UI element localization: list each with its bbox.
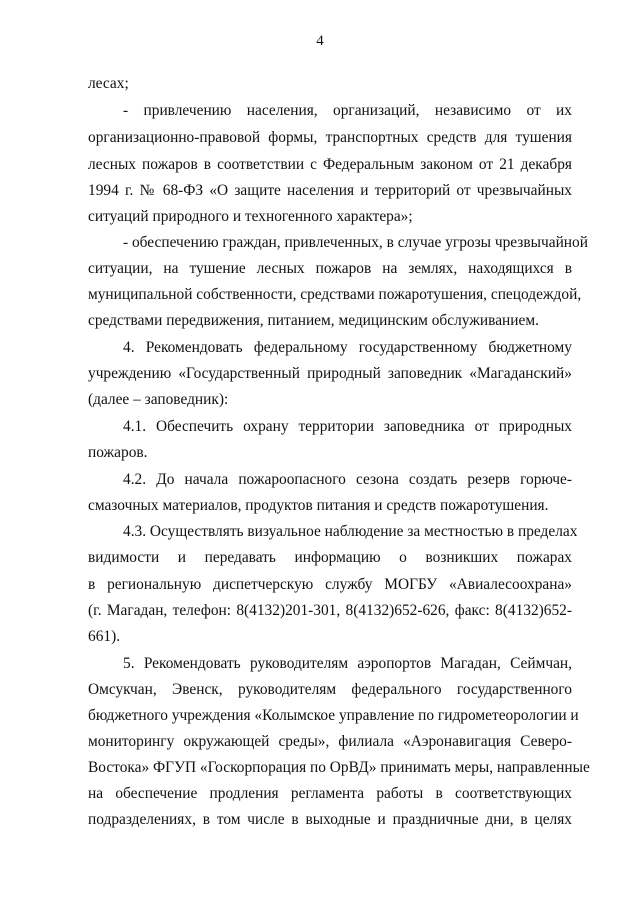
text-line: видимости и передавать информацию о возникших пожарах [88, 549, 572, 566]
text-line: 4. Рекомендовать федеральному государственному бюджетному [123, 339, 572, 356]
text-line: 4.2. До начала пожароопасного сезона создать резерв горюче- [123, 471, 572, 488]
text-line: пожаров. [88, 444, 148, 461]
text-line: в региональную диспетчерскую службу МОГБУ «Авиалесоохрана» [88, 576, 572, 593]
text-line: Востока» ФГУП «Госкорпорация по ОрВД» принимать меры, направленные [88, 759, 590, 776]
text-line: 661). [88, 628, 121, 645]
text-line: смазочных материалов, продуктов питания и средств пожаротушения. [88, 497, 549, 514]
text-line: учреждению «Государственный природный заповедник «Магаданский» [88, 365, 572, 382]
text-line: лесных пожаров в соответствии с Федеральным законом от 21 декабря [88, 156, 572, 173]
text-line: муниципальной собственности, средствами пожаротушения, спецодеждой, [88, 286, 582, 303]
text-line: лесах; [88, 75, 129, 92]
text-line: 5. Рекомендовать руководителям аэропортов Магадан, Сеймчан, [123, 655, 572, 672]
page-number: 4 [316, 33, 324, 49]
text-line: 4.1. Обеспечить охрану территории заповедника от природных [123, 418, 572, 435]
text-line: ситуаций природного и техногенного характера»; [88, 208, 413, 225]
text-line: подразделениях, в том числе в выходные и праздничные дни, в целях [88, 811, 572, 828]
text-line: организационно-правовой формы, транспортных средств для тушения [88, 129, 572, 146]
text-line: ситуации, на тушение лесных пожаров на землях, находящихся в [88, 260, 572, 277]
text-line: Омсукчан, Эвенск, руководителям федерального государственного [88, 681, 572, 698]
text-line: 4.3. Осуществлять визуальное наблюдение за местностью в пределах [123, 523, 578, 540]
text-line: (далее – заповедник): [88, 391, 229, 408]
text-line: (г. Магадан, телефон: 8(4132)201-301, 8(4132)652-626, факс: 8(4132)652- [88, 602, 572, 619]
text-line: средствами передвижения, питанием, медицинским обслуживанием. [88, 312, 539, 329]
text-line: - обеспечению граждан, привлеченных, в случае угрозы чрезвычайной [123, 234, 588, 251]
text-line: на обеспечение продления регламента работы в соответствующих [88, 785, 572, 802]
text-line: - привлечению населения, организаций, независимо от их [123, 102, 572, 119]
text-line: бюджетного учреждения «Колымское управление по гидрометеорологии и [88, 707, 579, 724]
text-line: мониторингу окружающей среды», филиала «Аэронавигация Северо- [88, 733, 572, 750]
text-line: 1994 г. № 68-ФЗ «О защите населения и территорий от чрезвычайных [88, 182, 572, 199]
